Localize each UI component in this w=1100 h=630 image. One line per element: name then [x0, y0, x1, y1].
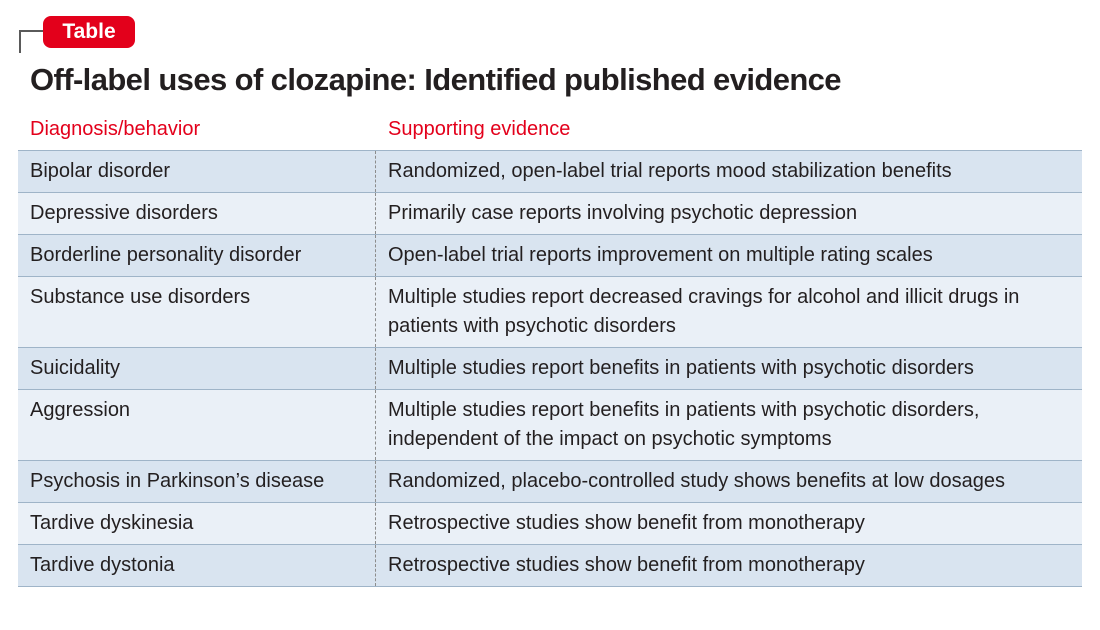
- column-header-evidence: Supporting evidence: [388, 118, 571, 140]
- diagnosis-cell: Tardive dyskinesia: [18, 503, 376, 544]
- table-row: [18, 545, 1082, 587]
- table-row: [18, 461, 1082, 503]
- diagnosis-cell: Tardive dystonia: [18, 545, 376, 586]
- diagnosis-cell: Substance use disorders: [18, 277, 376, 347]
- table-title: Off-label uses of clozapine: Identified published evidence: [30, 62, 841, 97]
- diagnosis-cell: Borderline personality disorder: [18, 235, 376, 276]
- table-row: [18, 390, 1082, 461]
- evidence-cell: Randomized, open-label trial reports mood stabilization benefits: [388, 160, 952, 182]
- table-row: [18, 151, 1082, 193]
- evidence-cell: Retrospective studies show benefit from monotherapy: [388, 554, 865, 576]
- table-row: [18, 235, 1082, 277]
- diagnosis-cell: Suicidality: [18, 348, 376, 389]
- table-row: [18, 193, 1082, 235]
- evidence-cell: Primarily case reports involving psychotic depression: [388, 202, 858, 224]
- evidence-cell: Multiple studies report benefits in patients with psychotic disorders: [388, 357, 974, 379]
- evidence-cell: Retrospective studies show benefit from monotherapy: [388, 512, 865, 534]
- diagnosis-cell: Depressive disorders: [18, 193, 376, 234]
- table-row: [18, 277, 1082, 348]
- diagnosis-cell: Psychosis in Parkinson’s disease: [18, 461, 376, 502]
- evidence-table: [18, 150, 1082, 587]
- table-row: [18, 348, 1082, 390]
- diagnosis-cell: Bipolar disorder: [18, 151, 376, 192]
- corner-bracket-vertical: [19, 30, 21, 53]
- evidence-cell: Randomized, placebo-controlled study shows benefits at low dosages: [388, 470, 1006, 492]
- evidence-cell: Open-label trial reports improvement on multiple rating scales: [388, 244, 933, 266]
- table-badge: Table: [43, 16, 135, 48]
- evidence-cell: Multiple studies report decreased cravings for alcohol and illicit drugs in patients with psychotic disorders: [388, 286, 1020, 337]
- table-header-row: [18, 114, 1082, 150]
- column-header-diagnosis: Diagnosis/behavior: [30, 118, 201, 140]
- evidence-cell: Multiple studies report benefits in patients with psychotic disorders, independent of the impact on psychotic symptoms: [388, 399, 980, 450]
- diagnosis-cell: Aggression: [18, 390, 376, 460]
- table-row: [18, 503, 1082, 545]
